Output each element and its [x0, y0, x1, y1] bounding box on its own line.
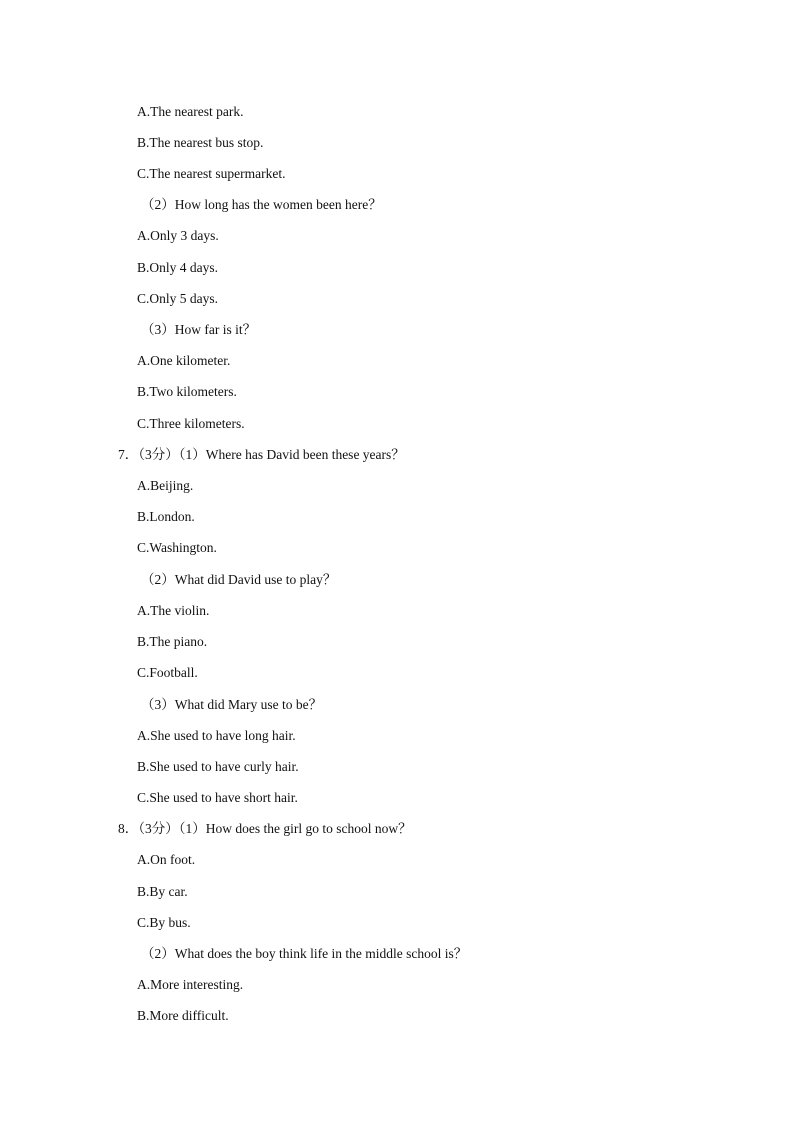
- option-c: C.She used to have short hair.: [137, 790, 298, 805]
- option-c: C.Football.: [137, 665, 198, 680]
- option-c: C.The nearest supermarket.: [137, 166, 286, 181]
- option-b: B.London.: [137, 509, 195, 524]
- option-a: A.More interesting.: [137, 977, 244, 992]
- option-a: A.On foot.: [137, 852, 196, 867]
- option-a: A.The nearest park.: [137, 104, 244, 119]
- option-b: B.Only 4 days.: [137, 260, 218, 275]
- option-a: A.She used to have long hair.: [137, 728, 296, 743]
- option-b: B.The nearest bus stop.: [137, 135, 264, 150]
- question-8: 8．（3分）（1）How does the girl go to school now？: [118, 821, 412, 836]
- option-a: A.One kilometer.: [137, 353, 231, 368]
- sub-question: （2）What did David use to play？: [141, 572, 337, 587]
- option-a: A.The violin.: [137, 603, 210, 618]
- sub-question: （2）How long has the women been here？: [141, 197, 382, 212]
- option-c: C.Only 5 days.: [137, 291, 218, 306]
- option-b: B.She used to have curly hair.: [137, 759, 299, 774]
- option-a: A.Only 3 days.: [137, 228, 219, 243]
- sub-question: （3）What did Mary use to be？: [141, 697, 323, 712]
- option-b: B.More difficult.: [137, 1008, 229, 1023]
- option-b: B.By car.: [137, 884, 188, 899]
- option-c: C.Washington.: [137, 540, 217, 555]
- option-b: B.Two kilometers.: [137, 384, 237, 399]
- option-c: C.Three kilometers.: [137, 416, 245, 431]
- sub-question: （2）What does the boy think life in the middle school is？: [141, 946, 468, 961]
- option-c: C.By bus.: [137, 915, 191, 930]
- option-a: A.Beijing.: [137, 478, 194, 493]
- option-b: B.The piano.: [137, 634, 208, 649]
- sub-question: （3）How far is it？: [141, 322, 257, 337]
- question-7: 7．（3分）（1）Where has David been these years？: [118, 447, 405, 462]
